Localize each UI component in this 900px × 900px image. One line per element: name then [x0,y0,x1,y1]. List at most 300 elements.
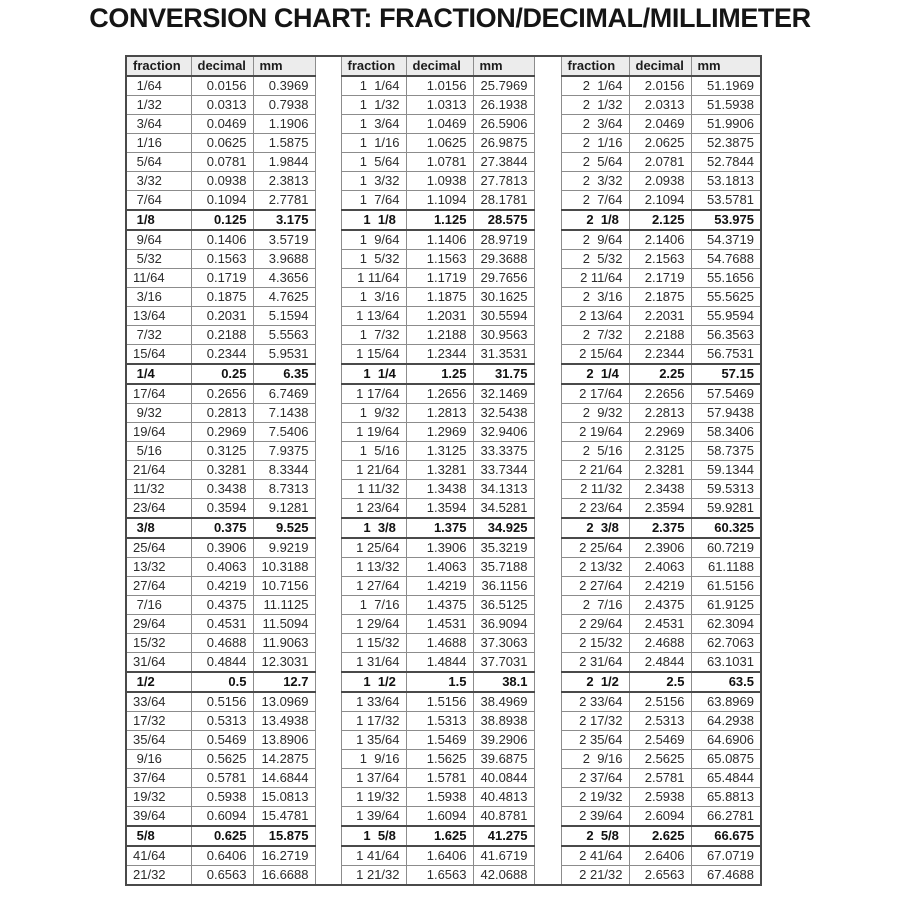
header-fraction: fraction [341,56,406,76]
mm-cell: 15.0813 [253,788,315,807]
decimal-cell: 1.3125 [406,442,473,461]
decimal-cell: 2.2188 [629,326,691,345]
mm-cell: 16.2719 [253,846,315,866]
mm-cell: 42.0688 [473,866,534,886]
decimal-cell: 2.3281 [629,461,691,480]
mm-cell: 58.7375 [691,442,761,461]
decimal-cell: 2.375 [629,518,691,538]
decimal-cell: 2.1406 [629,230,691,250]
fraction-cell: 2 33/64 [561,692,629,712]
mm-cell: 64.2938 [691,712,761,731]
decimal-cell: 0.5313 [191,712,253,731]
fraction-cell: 3/64 [126,115,191,134]
fraction-cell: 2 39/64 [561,807,629,827]
decimal-cell: 1.3594 [406,499,473,519]
decimal-cell: 1.4063 [406,558,473,577]
table-row [126,96,761,115]
table-row [126,750,761,769]
column-spacer [315,672,341,692]
decimal-cell: 0.1719 [191,269,253,288]
column-spacer [315,115,341,134]
header-mm: mm [253,56,315,76]
column-spacer [534,307,561,326]
decimal-cell: 2.125 [629,210,691,230]
mm-cell: 53.975 [691,210,761,230]
fraction-cell: 1 1/8 [341,210,406,230]
decimal-cell: 0.1094 [191,191,253,211]
decimal-cell: 1.2031 [406,307,473,326]
decimal-cell: 2.625 [629,826,691,846]
mm-cell: 61.9125 [691,596,761,615]
fraction-cell: 1 9/64 [341,230,406,250]
decimal-cell: 0.5938 [191,788,253,807]
fraction-cell: 1/2 [126,672,191,692]
mm-cell: 51.1969 [691,76,761,96]
mm-cell: 65.0875 [691,750,761,769]
mm-cell: 11.1125 [253,596,315,615]
decimal-cell: 2.2813 [629,404,691,423]
decimal-cell: 2.4375 [629,596,691,615]
fraction-cell: 2 5/8 [561,826,629,846]
decimal-cell: 1.5313 [406,712,473,731]
fraction-cell: 1 17/64 [341,384,406,404]
mm-cell: 30.5594 [473,307,534,326]
mm-cell: 9.1281 [253,499,315,519]
column-spacer [534,577,561,596]
mm-cell: 36.5125 [473,596,534,615]
table-row [126,384,761,404]
decimal-cell: 1.3281 [406,461,473,480]
decimal-cell: 1.5156 [406,692,473,712]
table-row [126,423,761,442]
table-row [126,558,761,577]
decimal-cell: 2.1094 [629,191,691,211]
fraction-cell: 2 21/64 [561,461,629,480]
column-spacer [534,115,561,134]
decimal-cell: 1.1563 [406,250,473,269]
decimal-cell: 1.2969 [406,423,473,442]
decimal-cell: 1.0313 [406,96,473,115]
column-spacer [534,423,561,442]
decimal-cell: 1.0156 [406,76,473,96]
fraction-cell: 2 1/16 [561,134,629,153]
column-spacer [534,326,561,345]
column-spacer [315,615,341,634]
fraction-cell: 1 41/64 [341,846,406,866]
decimal-cell: 0.5 [191,672,253,692]
fraction-cell: 2 13/64 [561,307,629,326]
mm-cell: 26.5906 [473,115,534,134]
column-spacer [534,846,561,866]
table-row [126,480,761,499]
column-spacer [534,653,561,673]
decimal-cell: 1.2344 [406,345,473,365]
fraction-cell: 1 21/32 [341,866,406,886]
decimal-cell: 2.2656 [629,384,691,404]
fraction-cell: 9/32 [126,404,191,423]
table-row [126,172,761,191]
column-spacer [534,134,561,153]
mm-cell: 38.8938 [473,712,534,731]
column-spacer [534,558,561,577]
column-spacer [315,134,341,153]
column-spacer [315,731,341,750]
table-row [126,191,761,211]
mm-cell: 37.3063 [473,634,534,653]
fraction-cell: 1 3/8 [341,518,406,538]
fraction-cell: 2 3/64 [561,115,629,134]
fraction-cell: 9/16 [126,750,191,769]
decimal-cell: 2.3594 [629,499,691,519]
column-spacer [315,269,341,288]
decimal-cell: 0.6094 [191,807,253,827]
mm-cell: 6.35 [253,364,315,384]
table-row [126,788,761,807]
header-decimal: decimal [191,56,253,76]
decimal-cell: 0.0938 [191,172,253,191]
decimal-cell: 1.3906 [406,538,473,558]
mm-cell: 39.2906 [473,731,534,750]
decimal-cell: 1.625 [406,826,473,846]
fraction-cell: 1 11/64 [341,269,406,288]
column-spacer [534,442,561,461]
column-spacer [534,634,561,653]
decimal-cell: 0.3281 [191,461,253,480]
mm-cell: 11.9063 [253,634,315,653]
column-spacer [315,423,341,442]
fraction-cell: 25/64 [126,538,191,558]
table-row [126,210,761,230]
decimal-cell: 0.0625 [191,134,253,153]
mm-cell: 11.5094 [253,615,315,634]
mm-cell: 12.7 [253,672,315,692]
decimal-cell: 1.1094 [406,191,473,211]
column-spacer [534,76,561,96]
decimal-cell: 0.1563 [191,250,253,269]
decimal-cell: 0.4688 [191,634,253,653]
column-spacer [534,712,561,731]
mm-cell: 34.925 [473,518,534,538]
mm-cell: 32.1469 [473,384,534,404]
column-spacer [315,577,341,596]
header-mm: mm [691,56,761,76]
decimal-cell: 1.4375 [406,596,473,615]
column-spacer [315,846,341,866]
column-spacer [534,826,561,846]
decimal-cell: 0.0156 [191,76,253,96]
table-row [126,826,761,846]
table-row [126,326,761,345]
fraction-cell: 2 3/32 [561,172,629,191]
decimal-cell: 0.4531 [191,615,253,634]
column-spacer [315,712,341,731]
mm-cell: 14.6844 [253,769,315,788]
mm-cell: 54.3719 [691,230,761,250]
fraction-cell: 1 1/2 [341,672,406,692]
mm-cell: 35.3219 [473,538,534,558]
decimal-cell: 2.3906 [629,538,691,558]
fraction-cell: 11/32 [126,480,191,499]
fraction-cell: 2 17/64 [561,384,629,404]
column-spacer [534,230,561,250]
column-spacer [534,692,561,712]
decimal-cell: 2.0625 [629,134,691,153]
fraction-cell: 31/64 [126,653,191,673]
fraction-cell: 37/64 [126,769,191,788]
mm-cell: 5.1594 [253,307,315,326]
decimal-cell: 2.5625 [629,750,691,769]
mm-cell: 63.8969 [691,692,761,712]
decimal-cell: 0.2969 [191,423,253,442]
decimal-cell: 1.5781 [406,769,473,788]
fraction-cell: 1 17/32 [341,712,406,731]
header-row [126,56,761,76]
decimal-cell: 1.4219 [406,577,473,596]
decimal-cell: 2.0938 [629,172,691,191]
fraction-cell: 13/64 [126,307,191,326]
fraction-cell: 2 7/64 [561,191,629,211]
decimal-cell: 1.4531 [406,615,473,634]
fraction-cell: 2 23/64 [561,499,629,519]
fraction-cell: 29/64 [126,615,191,634]
mm-cell: 29.3688 [473,250,534,269]
fraction-cell: 15/64 [126,345,191,365]
decimal-cell: 1.5469 [406,731,473,750]
decimal-cell: 2.0781 [629,153,691,172]
fraction-cell: 1/64 [126,76,191,96]
fraction-cell: 2 15/32 [561,634,629,653]
decimal-cell: 0.6406 [191,846,253,866]
table-row [126,653,761,673]
fraction-cell: 3/8 [126,518,191,538]
fraction-cell: 1 9/32 [341,404,406,423]
mm-cell: 14.2875 [253,750,315,769]
mm-cell: 66.675 [691,826,761,846]
column-spacer [534,269,561,288]
column-spacer [315,96,341,115]
decimal-cell: 2.5313 [629,712,691,731]
column-spacer [315,288,341,307]
mm-cell: 59.9281 [691,499,761,519]
decimal-cell: 2.6406 [629,846,691,866]
mm-cell: 66.2781 [691,807,761,827]
fraction-cell: 21/32 [126,866,191,886]
fraction-cell: 2 9/32 [561,404,629,423]
table-row [126,288,761,307]
column-spacer [534,288,561,307]
decimal-cell: 2.6094 [629,807,691,827]
column-spacer [315,364,341,384]
fraction-cell: 1 13/32 [341,558,406,577]
decimal-cell: 2.5781 [629,769,691,788]
mm-cell: 62.7063 [691,634,761,653]
decimal-cell: 1.2188 [406,326,473,345]
mm-cell: 55.5625 [691,288,761,307]
column-spacer [315,345,341,365]
fraction-cell: 21/64 [126,461,191,480]
header-fraction: fraction [126,56,191,76]
mm-cell: 55.1656 [691,269,761,288]
decimal-cell: 2.5938 [629,788,691,807]
column-spacer [534,191,561,211]
fraction-cell: 1 9/16 [341,750,406,769]
column-spacer [534,250,561,269]
mm-cell: 52.3875 [691,134,761,153]
mm-cell: 28.9719 [473,230,534,250]
decimal-cell: 2.5469 [629,731,691,750]
column-spacer [534,96,561,115]
fraction-cell: 1 5/64 [341,153,406,172]
table-row [126,115,761,134]
column-spacer [315,230,341,250]
column-spacer [534,518,561,538]
decimal-cell: 0.4844 [191,653,253,673]
decimal-cell: 0.3906 [191,538,253,558]
mm-cell: 61.5156 [691,577,761,596]
column-spacer [315,788,341,807]
column-spacer [315,769,341,788]
mm-cell: 35.7188 [473,558,534,577]
mm-cell: 38.1 [473,672,534,692]
decimal-cell: 2.2344 [629,345,691,365]
decimal-cell: 0.0313 [191,96,253,115]
column-spacer [315,250,341,269]
decimal-cell: 0.5469 [191,731,253,750]
fraction-cell: 2 7/32 [561,326,629,345]
mm-cell: 3.175 [253,210,315,230]
column-spacer [315,172,341,191]
mm-cell: 65.8813 [691,788,761,807]
column-spacer [315,692,341,712]
mm-cell: 61.1188 [691,558,761,577]
decimal-cell: 2.4063 [629,558,691,577]
column-spacer [315,461,341,480]
fraction-cell: 2 1/2 [561,672,629,692]
mm-cell: 13.0969 [253,692,315,712]
fraction-cell: 19/32 [126,788,191,807]
fraction-cell: 1 33/64 [341,692,406,712]
mm-cell: 27.7813 [473,172,534,191]
column-spacer [534,56,561,76]
table-row [126,230,761,250]
column-spacer [315,76,341,96]
table-row [126,364,761,384]
fraction-cell: 1 25/64 [341,538,406,558]
table-row [126,615,761,634]
decimal-cell: 0.3125 [191,442,253,461]
column-spacer [534,480,561,499]
fraction-cell: 2 15/64 [561,345,629,365]
table-row [126,499,761,519]
column-spacer [315,442,341,461]
mm-cell: 40.8781 [473,807,534,827]
fraction-cell: 2 1/32 [561,96,629,115]
mm-cell: 67.4688 [691,866,761,886]
decimal-cell: 1.375 [406,518,473,538]
fraction-cell: 2 17/32 [561,712,629,731]
fraction-cell: 2 1/64 [561,76,629,96]
mm-cell: 26.9875 [473,134,534,153]
fraction-cell: 1 3/64 [341,115,406,134]
mm-cell: 56.3563 [691,326,761,345]
conversion-table [125,55,762,886]
fraction-cell: 17/32 [126,712,191,731]
fraction-cell: 1/4 [126,364,191,384]
column-spacer [534,807,561,827]
fraction-cell: 1/16 [126,134,191,153]
header-decimal: decimal [629,56,691,76]
table-row [126,731,761,750]
decimal-cell: 0.3594 [191,499,253,519]
column-spacer [534,750,561,769]
column-spacer [534,461,561,480]
fraction-cell: 5/64 [126,153,191,172]
fraction-cell: 9/64 [126,230,191,250]
mm-cell: 0.3969 [253,76,315,96]
decimal-cell: 0.6563 [191,866,253,886]
mm-cell: 7.5406 [253,423,315,442]
fraction-cell: 5/16 [126,442,191,461]
mm-cell: 2.3813 [253,172,315,191]
fraction-cell: 2 5/16 [561,442,629,461]
fraction-cell: 41/64 [126,846,191,866]
mm-cell: 30.9563 [473,326,534,345]
column-spacer [315,404,341,423]
decimal-cell: 2.4844 [629,653,691,673]
fraction-cell: 1 27/64 [341,577,406,596]
mm-cell: 57.9438 [691,404,761,423]
table-row [126,307,761,326]
fraction-cell: 2 3/16 [561,288,629,307]
decimal-cell: 2.5156 [629,692,691,712]
fraction-cell: 1 29/64 [341,615,406,634]
decimal-cell: 1.25 [406,364,473,384]
mm-cell: 37.7031 [473,653,534,673]
mm-cell: 8.3344 [253,461,315,480]
mm-cell: 28.575 [473,210,534,230]
decimal-cell: 1.0781 [406,153,473,172]
decimal-cell: 0.4375 [191,596,253,615]
fraction-cell: 23/64 [126,499,191,519]
mm-cell: 59.5313 [691,480,761,499]
mm-cell: 3.5719 [253,230,315,250]
column-spacer [534,384,561,404]
decimal-cell: 0.2813 [191,404,253,423]
decimal-cell: 2.1875 [629,288,691,307]
fraction-cell: 2 9/64 [561,230,629,250]
decimal-cell: 0.625 [191,826,253,846]
fraction-cell: 1 5/8 [341,826,406,846]
mm-cell: 4.7625 [253,288,315,307]
table-row [126,807,761,827]
mm-cell: 29.7656 [473,269,534,288]
decimal-cell: 0.5625 [191,750,253,769]
decimal-cell: 1.0625 [406,134,473,153]
fraction-cell: 1 19/32 [341,788,406,807]
mm-cell: 9.9219 [253,538,315,558]
table-row [126,442,761,461]
decimal-cell: 1.2813 [406,404,473,423]
decimal-cell: 0.2344 [191,345,253,365]
mm-cell: 31.75 [473,364,534,384]
fraction-cell: 2 5/32 [561,250,629,269]
table-row [126,692,761,712]
fraction-cell: 1 19/64 [341,423,406,442]
conversion-table-body [126,76,761,885]
mm-cell: 0.7938 [253,96,315,115]
column-spacer [534,596,561,615]
table-row [126,250,761,269]
